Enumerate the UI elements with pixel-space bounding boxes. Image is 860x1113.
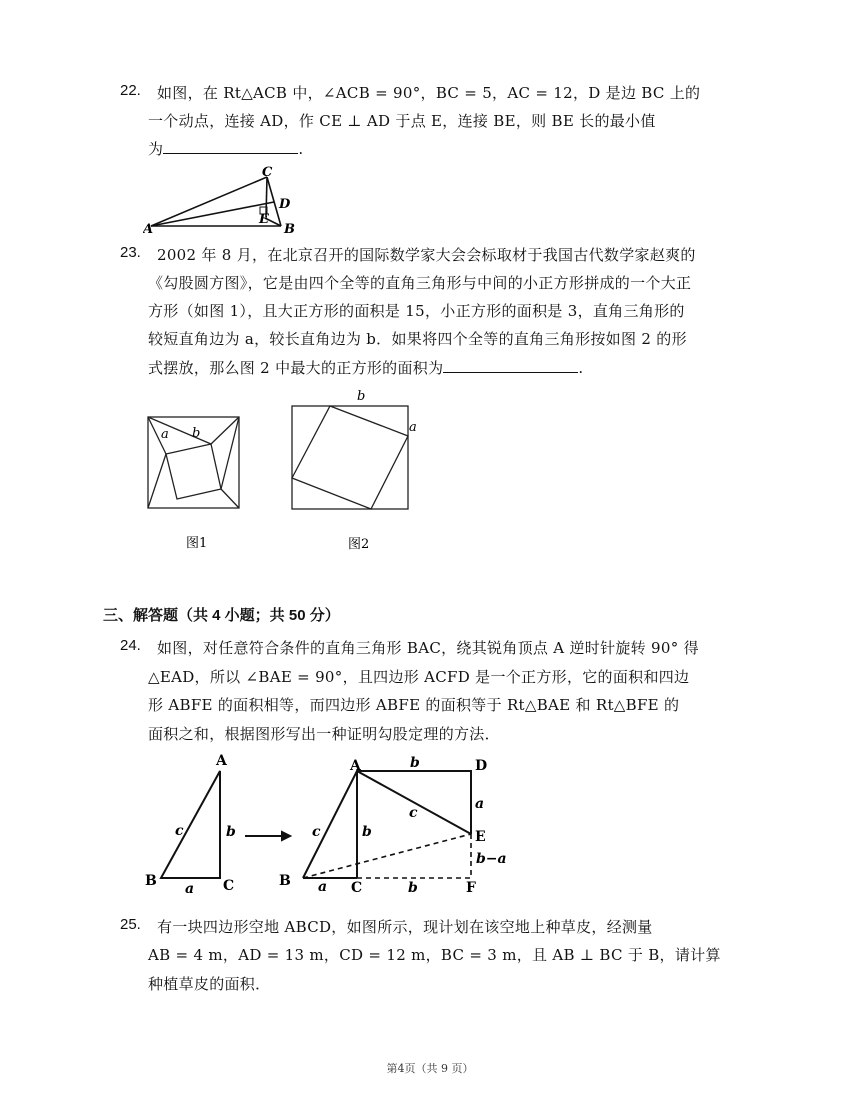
label-E: E [259, 212, 269, 227]
question-25-line-1: 有一块四边形空地 ABCD，如图所示，现计划在该空地上种草皮，经测量 [157, 918, 653, 936]
label-B: B [284, 222, 295, 235]
question-22-line-1: 如图，在 Rt△ACB 中，∠ACB = 90°，BC = 5，AC = 12，D 是边 BC 上的 [157, 84, 701, 102]
right-label-D: D [475, 758, 488, 774]
right-label-a-bottom: a [318, 879, 328, 895]
left-label-c: c [175, 823, 184, 839]
right-label-c-left: c [312, 824, 321, 840]
question-23-line-5 [148, 357, 583, 378]
label-C: C [262, 165, 273, 180]
fig2-label-b: b [357, 389, 366, 404]
right-label-E: E [475, 829, 486, 845]
question-23-line-1: 2002 年 8 月，在北京召开的国际数学家大会会标取材于我国古代数学家赵爽的 [157, 246, 696, 264]
question-22-line-2: 一个动点，连接 AD，作 CE ⊥ AD 于点 E，连接 BE，则 BE 长的最小值 [148, 112, 656, 130]
fig1-caption: 图1 [186, 536, 208, 551]
right-label-b-mid: b [362, 824, 372, 840]
right-label-b-bottom: b [408, 880, 418, 896]
right-label-F: F [466, 880, 476, 896]
question-23-line-2: 《勾股圆方图》，它是由四个全等的直角三角形与中间的小正方形拼成的一个大正 [148, 274, 692, 292]
question-22-line-3 [148, 138, 303, 159]
answer-blank-23[interactable] [443, 358, 578, 373]
question-23-suffix: . [578, 359, 584, 377]
figure-q23-squares [140, 380, 440, 560]
question-24-number: 24. [120, 637, 141, 654]
right-label-c-diag: c [409, 805, 418, 821]
question-22-number: 22. [120, 82, 141, 99]
left-label-a: a [185, 881, 195, 897]
right-label-b-minus-a: b−a [476, 851, 507, 867]
label-D: D [279, 197, 291, 212]
left-label-B: B [145, 873, 157, 889]
question-25-line-2: AB = 4 m，AD = 13 m，CD = 12 m，BC = 3 m，且 AB ⊥ BC 于 B，请计算 [148, 946, 721, 964]
question-25-number: 25. [120, 916, 141, 933]
right-label-a-side: a [475, 796, 485, 812]
question-23-line-3: 方形（如图 1），且大正方形的面积是 15，小正方形的面积是 3，直角三角形的 [148, 302, 685, 320]
left-label-b: b [226, 824, 236, 840]
right-label-B: B [279, 873, 291, 889]
fig1-label-a: a [161, 427, 169, 442]
question-23-line-4: 较短直角边为 a，较长直角边为 b．如果将四个全等的直角三角形按如图 2 的形 [148, 330, 687, 348]
answer-blank-22[interactable] [163, 139, 298, 154]
question-23-prefix: 式摆放，那么图 2 中最大的正方形的面积为 [148, 359, 444, 377]
fig2-label-a: a [409, 420, 417, 435]
question-24-line-2: △EAD，所以 ∠BAE = 90°，且四边形 ACFD 是一个正方形，它的面积和四边 [148, 668, 690, 686]
left-label-A: A [216, 753, 227, 769]
figure-q22-triangle [143, 163, 303, 235]
section-3-heading: 三、解答题（共 4 小题；共 50 分） [103, 607, 340, 624]
question-24-line-4: 面积之和，根据图形写出一种证明勾股定理的方法． [148, 725, 500, 743]
fig1-label-b: b [192, 426, 201, 441]
right-label-C: C [351, 880, 363, 896]
question-23-number: 23. [120, 244, 141, 261]
page-footer: 第4页（共 9 页） [386, 1062, 474, 1075]
right-label-A: A [350, 758, 361, 774]
fig2-caption: 图2 [348, 537, 370, 552]
left-label-C: C [223, 878, 235, 894]
question-22-suffix: . [298, 140, 304, 158]
question-22-prefix: 为 [148, 140, 164, 158]
right-label-b-top: b [410, 755, 420, 771]
figure-q24-rotation [140, 750, 510, 900]
question-25-line-3: 种植草皮的面积． [148, 975, 271, 993]
label-A: A [143, 222, 154, 235]
question-24-line-1: 如图，对任意符合条件的直角三角形 BAC，绕其锐角顶点 A 逆时针旋转 90° 得 [157, 639, 699, 657]
question-24-line-3: 形 ABFE 的面积相等，而四边形 ABFE 的面积等于 Rt△BAE 和 Rt△BFE 的 [148, 696, 680, 714]
